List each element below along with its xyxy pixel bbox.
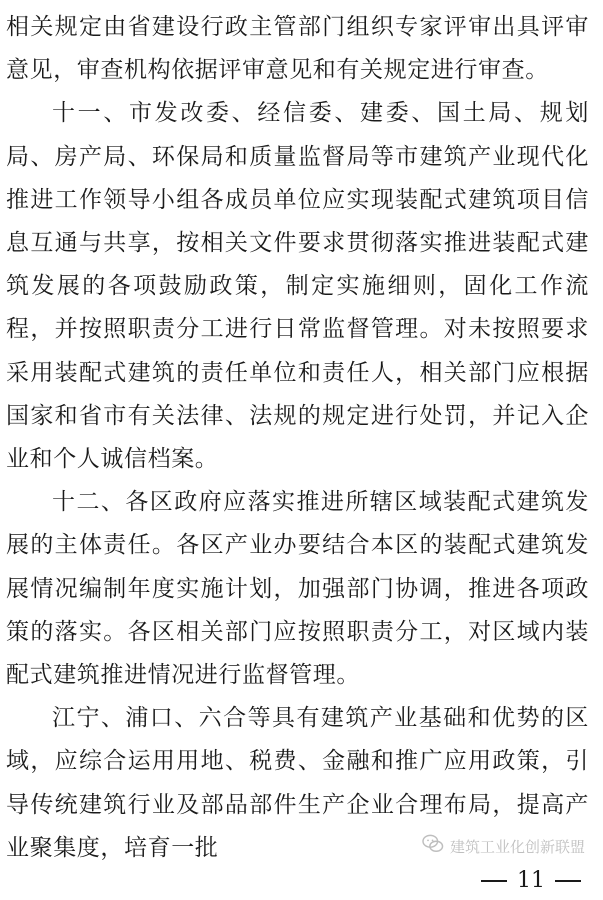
paragraph-continuation: 相关规定由省建设行政主管部门组织专家评审出具评审意见，审查机构依据评审意见和有关规定进行审查。 — [6, 14, 589, 84]
page-number-dash-left — [481, 880, 507, 882]
page-number-dash-right — [555, 880, 581, 882]
paragraph-jiangning: 江宁、浦口、六合等具有建筑产业基础和优势的区域，应综合运用用地、税费、金融和推广应用政策，引导传统建筑行业及部品部件生产企业合理布局，提高产业聚集度，培育一批 — [6, 705, 589, 861]
watermark-text: 建筑工业化创新联盟 — [449, 837, 585, 856]
watermark — [422, 834, 585, 858]
paragraph-eleven: 十一、市发改委、经信委、建委、国土局、规划局、房产局、环保局和质量监督局等市建筑产业现代化推进工作领导小组各成员单位应实现装配式建筑项目信息互通与共享，按相关文件要求贯彻落实推进装配式建筑发展的各项鼓励政策，制定实施细则，固化工作流程，并按照职责分工进行日常监督管理。对未按照要求采用装配式建筑的责任单位和责任人，相关部门应根据国家和省市有关法律、法规的规定进行处罚，并记入企业和个人诚信档案。 — [6, 100, 589, 473]
page-number-footer — [0, 868, 603, 893]
paragraph-twelve: 十二、各区政府应落实推进所辖区域装配式建筑发展的主体责任。各区产业办要结合本区的装配式建筑发展情况编制年度实施计划，加强部门协调，推进各项政策的落实。各区相关部门应按照职责分工，对区域内装配式建筑推进情况进行监督管理。 — [6, 489, 589, 689]
wechat-icon — [422, 834, 444, 858]
page-number: 11 — [517, 868, 545, 893]
